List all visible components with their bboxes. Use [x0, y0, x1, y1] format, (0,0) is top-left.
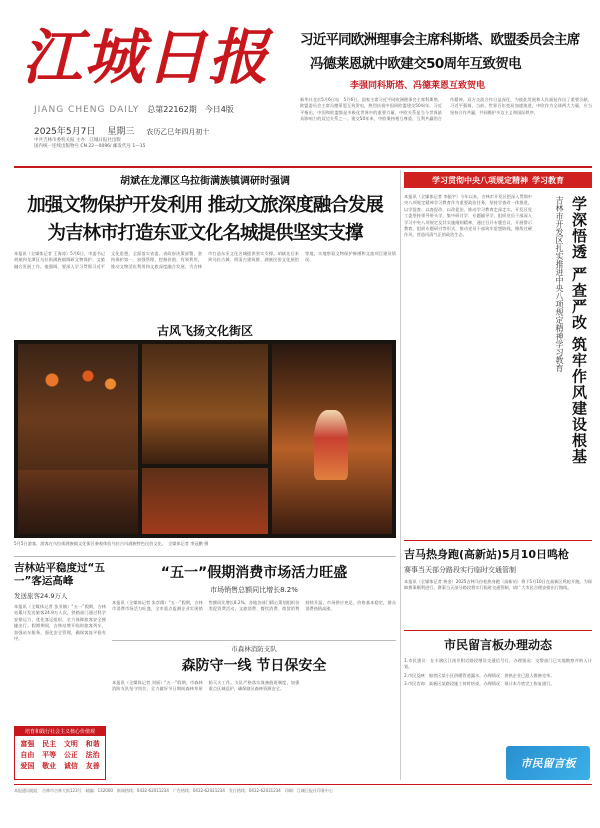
sports-story — [404, 546, 592, 605]
tourism-subhead: 发送旅客24.9万人 — [14, 592, 68, 600]
core-values-grid — [15, 736, 105, 774]
fire-headline: 森防守一线 节日保安全 — [181, 658, 327, 674]
board-logo-text: 市民留言板 — [520, 757, 576, 770]
date-row — [34, 124, 209, 137]
publisher-line: 中共吉林市委机关报 主办：江城日报社出版 — [34, 138, 121, 143]
board-title: 市民留言板办理动态 — [443, 638, 552, 652]
core-value: 文明 — [63, 740, 78, 748]
core-values-title: 培育和践行社会主义核心价值观 — [15, 727, 105, 736]
fire-body: 本报讯（全媒体记者 刘丽）“五一”假期，市森林消防支队坚守岗位，全力做好节日期间森林草原防灭火工作。支队严格落实战备值班制度，加强重点区域巡护，确保辖区森林资源安全。 — [112, 680, 300, 692]
banner-left-label: 学习贯彻中央八项规定精神 — [432, 175, 528, 185]
board-rule — [404, 630, 592, 631]
pinyin-title: JIANG CHENG DAILY — [34, 105, 140, 115]
main-headline-1: 加强文物保护开发利用 推动文旅深度融合发展 — [27, 195, 383, 216]
core-values-box — [14, 726, 106, 780]
board-logo — [506, 746, 590, 780]
core-value: 法治 — [85, 751, 100, 759]
footer-rule — [14, 784, 592, 785]
sports-subhead: 赛事当天部分路段实行临时交通管制 — [404, 566, 516, 574]
board-item: 3.市民咨询：高新区某路段施工何时结束。办理情况：预计本月底完工恢复通行。 — [404, 681, 555, 687]
photo-bottom-middle — [142, 468, 268, 534]
sports-rule — [404, 540, 592, 541]
fire-story — [112, 644, 396, 776]
photo-block — [14, 340, 396, 538]
tourism-body: 本报讯（全媒体记者 张亚楠）“五一”假期，吉林站累计发送旅客24.9万人次，铁路部门通过科学安排运力、优化客运组织，全力保障旅客安全便捷出行。假期期间，吉林站增开临时旅客列车，加强站车服务，强化安全管理，确保客流平稳有序。 — [14, 604, 106, 642]
main-body: 本报讯（全媒体记者 王海涛）5月6日，市委书记胡斌到龙潭区乌拉街满族镇调研文物保护、文旅融合发展工作。他强调，要深入学习贯彻习近平文化思想，全面落实省委、省政府决策部署，坚持保护第一、加强管理、挖掘价值、有效利用，推动文物活化利用和文旅深度融合发展，为吉林市打造东亚文化名城提供坚实支撑。胡斌先后来到乌拉古城、明清古建筑群、满族民俗文化展馆等地，实地察看文物保护修缮和文旅项目建设情况。 — [14, 251, 396, 269]
logo-char: 报 — [208, 23, 268, 93]
section-banner — [404, 172, 592, 188]
core-value: 和谐 — [85, 740, 100, 748]
main-headline-2: 为吉林市打造东亚文化名城提供坚实支撑 — [47, 223, 363, 244]
consumption-story — [112, 562, 396, 648]
photo-crowd — [18, 470, 138, 534]
logo-char: 日 — [146, 23, 206, 93]
logo-char: 江 — [22, 23, 82, 93]
footer-info: 本报通讯地址：吉林市吉林大街123号 邮编：132000 新闻热线：0432-62011234 广告热线：0432-62021234 发行热线：0432-62031234 印刷：江城日报社印务中心 — [14, 788, 333, 793]
issue-date: 2025年5月7日 — [34, 127, 96, 137]
column-divider — [400, 170, 401, 780]
banner-right-label: 学习教育 — [532, 175, 564, 185]
core-value: 民主 — [42, 740, 57, 748]
tourism-story — [14, 562, 106, 712]
consumption-subhead: 市场销售总额同比增长8.2% — [210, 586, 298, 594]
message-board — [404, 636, 592, 688]
logo-char: 城 — [84, 23, 144, 93]
weekday: 星期三 — [107, 127, 135, 137]
discipline-body: 本报讯（全媒体记者 李振宇）今年以来，吉林市开发区把深入贯彻中央八项规定精神学习教育作为重要政治任务，坚持学查改一体推进，以学促查、以查促改、以改促治，推动学习教育走深走实。开发区党工委坚持领导带头学、集中研讨学、专题辅导学，组织党员干部深入学习中央八项规定及其实施细则精神，通过召开专题会议、开展警示教育、组织专题研讨等形式，推动党员干部筑牢思想防线，锤炼过硬作风，营造风清气正的政治生态。 — [404, 194, 532, 238]
board-item: 2.市民反映：船营区某小区供暖管道漏水。办理情况：供热企业已派人维修完毕。 — [404, 672, 555, 678]
photo-lanterns — [34, 360, 124, 400]
top-subhead: 李强同科斯塔、冯德莱恩互致贺电 — [350, 81, 486, 91]
fire-rule — [112, 640, 396, 641]
core-value: 富强 — [20, 740, 35, 748]
vertical-main-title: 学深悟透 严查严改 筑牢作风建设根基 — [570, 196, 588, 465]
core-value: 友善 — [85, 762, 100, 770]
main-kicker: 胡斌在龙潭区乌拉街满族镇调研时强调 — [120, 176, 290, 187]
publisher-line: 国内统一连续出版物号 CN 22—0096/ 邮发代号 1—15 — [34, 144, 146, 149]
lunar-date: 农历乙巳年四月初十 — [146, 128, 210, 136]
core-value: 爱国 — [20, 762, 35, 770]
consumption-body: 本报讯（全媒体记者 朱彦儒）“五一”假期，吉林市消费市场活力旺盛，全市重点监测企业实现销售额同比增长8.2%。各地各部门精心策划组织各类促消费活动，文旅消费、餐饮消费、商贸消费持续升温，市场供应充足，价格基本稳定，群众消费热情高涨。 — [112, 600, 396, 612]
page-count: 今日4版 — [204, 105, 234, 114]
photo-title: 古风飞扬文化街区 — [156, 324, 253, 338]
core-value: 公正 — [63, 751, 78, 759]
vertical-headline — [540, 196, 590, 536]
photo-caption: 5月5日游客，游客在乌拉街满族镇文化街区参观体验乌拉古风满族特色民俗文化。 全媒体记者 李冠鹏 摄 — [14, 541, 209, 546]
issue-number: 总第22162期 — [147, 105, 197, 114]
top-body: 新华社北京5月6日电 5月6日，国家主席习近平同欧洲理事会主席科斯塔、欧盟委员会主席冯德莱恩互致贺电，热烈庆祝中国同欧盟建交50周年。习近平指出，中国和欧盟都是多极化世界中的重要力量，中欧关系是当今世界最具影响力的双边关系之一。建交50年来，中欧秉持相互尊重、互利共赢的合作精神，双方交流合作日益深化，为彼此发展和人民福祉作出了重要贡献。习近平强调，当前，世界百年变局加速演进，中欧作为全球两大力量，应当坚持合作共赢，共同维护多边主义和国际秩序。 — [300, 97, 592, 122]
sports-headline: 吉马热身跑(高新站)5月10日鸣枪 — [404, 548, 570, 561]
board-item: 1.市民建议：在丰满区江南乡附近路段增设交通信号灯。办理情况：交警部门已实地勘察并纳入计划。 — [404, 658, 592, 670]
publisher-info — [34, 137, 294, 149]
photo-middle-panel — [142, 344, 268, 464]
core-value: 敬业 — [42, 762, 57, 770]
consumption-headline: “五一”假期消费市场活力旺盛 — [160, 565, 348, 581]
lower-rule — [14, 556, 396, 557]
fire-kicker: 市森林消防支队 — [231, 645, 277, 653]
masthead-meta-row — [34, 104, 234, 115]
photo-performer — [314, 410, 348, 480]
core-value: 诚信 — [63, 762, 78, 770]
tourism-headline: 吉林站平稳度过“五一”客运高峰 — [14, 562, 105, 587]
main-story — [14, 170, 396, 327]
top-headline-2: 冯德莱恩就中欧建交50周年互致贺电 — [310, 56, 522, 72]
top-rule — [14, 166, 592, 168]
vertical-subtitle: 吉林市开发区扎实推进中央八项规定精神学习教育 — [555, 196, 564, 372]
core-value: 平等 — [42, 751, 57, 759]
masthead — [14, 10, 304, 130]
top-headline-1: 习近平同欧洲理事会主席科斯塔、欧盟委员会主席 — [300, 32, 580, 48]
sports-body: 本报讯（全媒体记者 黄金）2025吉林马拉松热身跑（高新站）将于5月10日在高新区鸣枪开跑。为保障赛事顺利进行，赛事当天部分路段将实行临时交通管制，请广大市民合理安排出行路线。 — [404, 579, 592, 591]
top-story — [300, 28, 592, 159]
core-value: 自由 — [20, 751, 35, 759]
newspaper-logo — [22, 18, 272, 98]
